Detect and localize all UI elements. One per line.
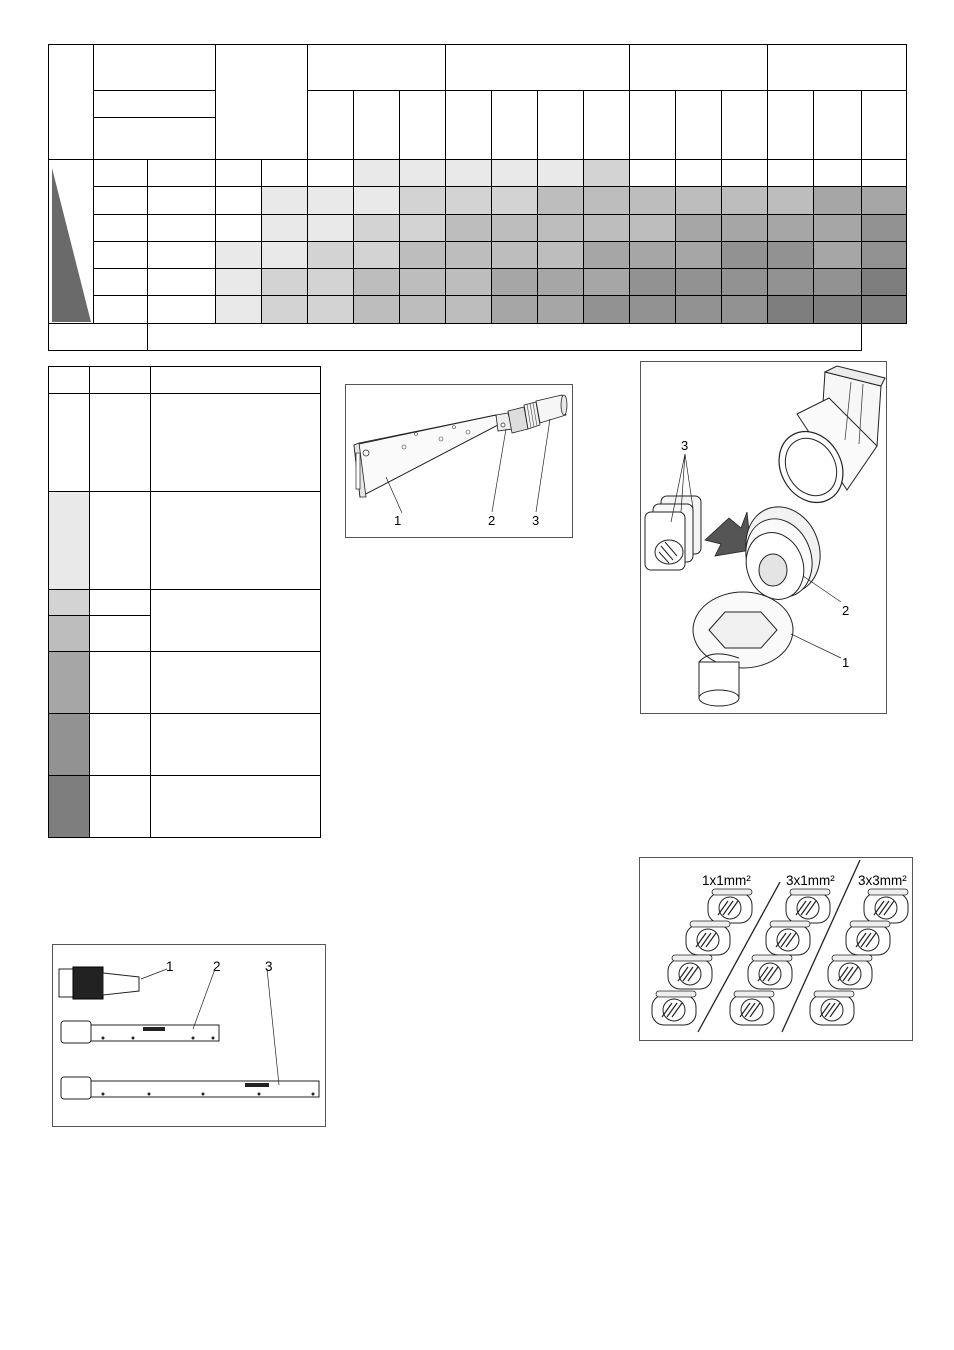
shade-cell [768,241,814,268]
shade-row [49,214,907,241]
shade-cell [308,296,354,323]
shade-cell [492,269,538,296]
shade-cell [262,296,308,323]
shade-cell [768,187,814,214]
header-group-1 [216,45,308,160]
row-label-cell [148,269,216,296]
subheader-cell [768,91,814,160]
subheader-cell [630,91,676,160]
shade-cell [722,214,768,241]
shade-cell [216,269,262,296]
row-label-cell [94,241,148,268]
shade-cell [400,269,446,296]
shade-row [49,187,907,214]
shade-cell [216,214,262,241]
shade-cell [446,296,492,323]
subheader-cell [814,91,862,160]
shade-cell [354,214,400,241]
callout-label: 1 [394,513,402,528]
legend-swatch [49,714,90,776]
threaded-seal-part [734,496,832,607]
legend-description-cell [150,394,320,492]
shade-cell [814,241,862,268]
shading-matrix-table [48,44,907,351]
shade-cell [722,269,768,296]
callout-label: 2 [842,603,850,618]
cable-insert-icon [686,921,730,955]
shade-cell [862,214,907,241]
shade-cell [862,269,907,296]
legend-swatch [49,394,90,492]
subheader-cell [722,91,768,160]
shade-cell [354,269,400,296]
callout-label: 2 [488,513,496,528]
shade-cell [492,214,538,241]
assembly-arrow-icon [705,512,751,556]
legend-description-cell [150,590,320,652]
shade-cell [216,296,262,323]
shade-cell [308,241,354,268]
shade-cell [538,214,584,241]
cable-insert-icon [846,921,890,955]
callout-label: 1 [166,959,174,974]
figure-connector-assembly [640,361,887,714]
cable-insert-icon [828,955,872,989]
shade-cell [400,187,446,214]
legend-row [49,492,321,590]
legend-row [49,714,321,776]
row-label-cell [148,296,216,323]
row-label-cell [94,269,148,296]
shade-cell [446,241,492,268]
cable-insert-icon [668,955,712,989]
cable-insert-sizes-drawing [640,858,912,1040]
shade-cell [722,241,768,268]
cable-insert-icon [810,991,854,1025]
shade-cell [814,160,862,187]
footer-row [49,323,907,350]
shade-cell [492,187,538,214]
header-group-2 [308,45,446,91]
medium-probe-part [61,1021,219,1043]
shade-cell [262,160,308,187]
shade-cell [538,296,584,323]
row-label-cell [94,214,148,241]
legend-swatch [49,492,90,590]
shade-cell [584,241,630,268]
shade-cell [538,269,584,296]
shade-cell [814,214,862,241]
header-cell [94,117,216,159]
legend-description-cell [150,776,320,838]
shade-cell [446,269,492,296]
insert-size-heading: 3x1mm² [786,873,835,888]
shade-cell [584,269,630,296]
shade-cell [676,187,722,214]
shade-cell [768,160,814,187]
shade-cell [354,160,400,187]
shade-cell [676,241,722,268]
shade-cell [722,187,768,214]
shade-cell [354,296,400,323]
row-label-cell [94,187,148,214]
header-row-mid [49,91,907,117]
subheader-cell [584,91,630,160]
shade-cell [584,214,630,241]
legend-code-cell [89,652,150,714]
shade-cell [814,269,862,296]
shade-cell [446,187,492,214]
legend-row [49,776,321,838]
shade-grid-body [49,160,907,324]
shade-cell [492,160,538,187]
subheader-cell [492,91,538,160]
subheader-cell [308,91,354,160]
subheader-cell [676,91,722,160]
cable-insert-icon [766,921,810,955]
top-housing-part [767,366,885,514]
tapered-probe-drawing [346,385,572,537]
connector-assembly-drawing [641,362,886,713]
shade-cell [722,160,768,187]
shade-row [49,269,907,296]
shade-cell [676,296,722,323]
gradient-wedge-graphic [49,160,93,324]
figure-tapered-probe [345,384,573,538]
header-row-top [49,45,907,91]
shade-cell [354,187,400,214]
shade-cell [584,296,630,323]
shade-row [49,241,907,268]
shade-cell [814,187,862,214]
shade-cell [492,296,538,323]
shade-cell [538,241,584,268]
shade-cell [630,241,676,268]
shade-cell [862,160,907,187]
probe-variants-drawing [53,945,325,1126]
legend-description-cell [150,492,320,590]
shade-cell [862,187,907,214]
shade-cell [768,269,814,296]
shade-row [49,296,907,323]
shade-cell [492,241,538,268]
shade-cell [676,269,722,296]
subheader-cell [862,91,907,160]
legend-swatch [49,616,90,652]
corner-cell [49,45,94,160]
cable-insert-icon [652,991,696,1025]
shade-cell [538,187,584,214]
shade-cell [768,296,814,323]
short-probe-part [59,967,139,999]
legend-code-cell [89,590,150,616]
cable-insert-icon [730,991,774,1025]
shade-cell [630,296,676,323]
legend-code-cell [89,776,150,838]
legend-description-cell [150,714,320,776]
legend-header-cell [49,367,90,394]
legend-code-cell [89,492,150,590]
shade-cell [308,187,354,214]
long-probe-part [61,1077,319,1099]
legend-description-cell [150,652,320,714]
shade-cell [722,296,768,323]
subheader-cell [354,91,400,160]
header-group-4 [630,45,768,91]
insert-icons-layer [652,889,908,1025]
legend-row [49,652,321,714]
shade-cell [216,241,262,268]
shade-cell [262,214,308,241]
callout-label: 2 [213,959,221,974]
header-group-5 [768,45,907,91]
legend-swatch [49,590,90,616]
row-label-cell [148,160,216,187]
row-label-cell [94,160,148,187]
row-label-cell [94,296,148,323]
shade-cell [768,214,814,241]
figure-cable-insert-sizes [639,857,913,1041]
insert-size-heading: 3x3mm² [858,873,907,888]
legend-code-cell [89,394,150,492]
shade-cell [262,187,308,214]
callout-label: 3 [681,438,689,453]
header-cell [94,45,216,91]
cable-insert-icon [786,889,830,923]
shade-cell [308,160,354,187]
legend-header-cell [89,367,150,394]
shade-cell [538,160,584,187]
figure-probe-variants [52,944,326,1127]
shade-cell [584,160,630,187]
callout-label: 3 [532,513,540,528]
bottom-gland-nut-part [693,592,793,706]
shade-cell [676,214,722,241]
header-cell [94,91,216,117]
callout-label: 1 [842,655,850,670]
legend-swatch [49,652,90,714]
shade-cell [676,160,722,187]
shade-cell [630,160,676,187]
shade-row [49,160,907,187]
legend-code-cell [89,714,150,776]
subheader-cell [446,91,492,160]
shade-cell [630,214,676,241]
shade-cell [400,160,446,187]
row-label-cell [148,187,216,214]
shade-cell [308,269,354,296]
shade-cell [862,296,907,323]
shade-cell [216,160,262,187]
row-label-cell [148,214,216,241]
shade-cell [862,241,907,268]
header-group-3 [446,45,630,91]
shade-cell [400,241,446,268]
legend-swatch [49,776,90,838]
shade-cell [814,296,862,323]
legend-code-cell [89,616,150,652]
shade-cell [262,269,308,296]
shade-cell [400,296,446,323]
shade-cell [216,187,262,214]
cable-insert-icon [748,955,792,989]
shade-cell [308,214,354,241]
legend-header-cell [150,367,320,394]
shade-cell [400,214,446,241]
row-label-cell [148,241,216,268]
callout-label: 3 [265,959,273,974]
legend-row [49,590,321,616]
shade-cell [262,241,308,268]
shade-cell [446,160,492,187]
cable-insert-icon [864,889,908,923]
subheader-cell [538,91,584,160]
legend-row [49,394,321,492]
legend-header-row [49,367,321,394]
shade-cell [354,241,400,268]
footer-label-cell [49,323,148,350]
subheader-cell [400,91,446,160]
insert-size-heading: 1x1mm² [702,873,751,888]
shade-cell [630,187,676,214]
cable-insert-icon [708,889,752,923]
footer-span-cell [148,323,862,350]
shade-legend-table [48,366,321,838]
shade-cell [630,269,676,296]
shade-cell [446,214,492,241]
shade-cell [584,187,630,214]
